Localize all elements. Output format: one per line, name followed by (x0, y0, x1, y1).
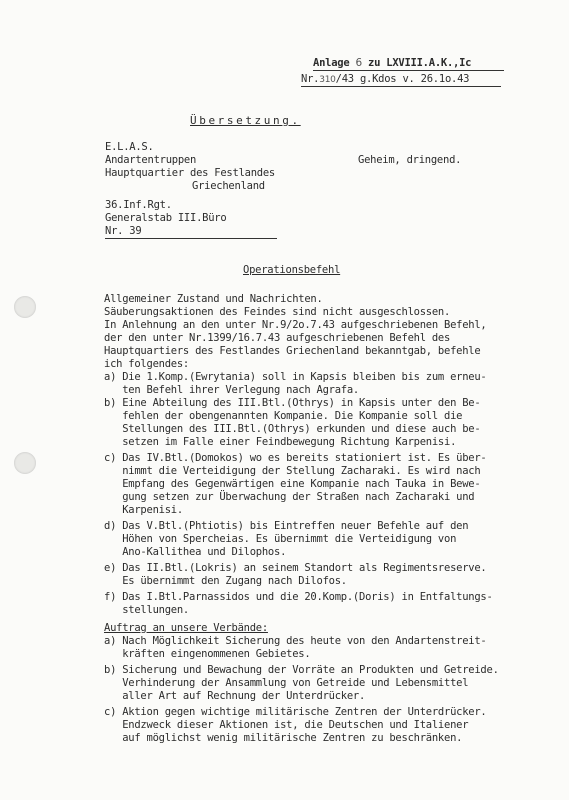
mission-line: auf möglichst wenig militärische Zentren zu beschränken. (104, 732, 463, 744)
mission-line: kräften eingenommenen Gebietes. (104, 648, 311, 660)
document-title: Übersetzung. (190, 114, 301, 127)
sender-line-2: Andartentruppen (105, 154, 197, 166)
body-line: fehlen der obengenannten Kompanie. Die Kompanie soll die (104, 410, 463, 422)
classification: Geheim, dringend. (358, 154, 462, 166)
mission-line: b) Sicherung und Bewachung der Vorräte an Produkten und Getreide. (104, 664, 499, 676)
mission-line: a) Nach Möglichkeit Sicherung des heute von den Andartenstreit- (104, 635, 487, 647)
body-line: In Anlehnung an den unter Nr.9/2o.7.43 aufgeschriebenen Befehl, (104, 319, 487, 331)
body-line: Ano-Kallithea und Dilophos. (104, 546, 287, 558)
body-line: b) Eine Abteilung des III.Btl.(Othrys) in Kapsis unter den Be- (104, 397, 481, 409)
mission-line: Verhinderung der Ansammlung von Getreide und Lebensmittel (104, 677, 469, 689)
file-number: Nr.310/43 g.Kdos v. 26.1o.43 (301, 73, 470, 85)
annex-reference: Anlage 6 zu LXVIII.A.K.,Ic (313, 57, 472, 69)
body-line: Säuberungsaktionen des Feindes sind nicht ausgeschlossen. (104, 306, 451, 318)
unit-line-3: Nr. 39 (105, 225, 142, 237)
annex-underline (313, 70, 504, 71)
body-line: setzen im Falle einer Feindbewegung Richtung Karpenisi. (104, 436, 457, 448)
body-line: Empfang des Gegenwärtigen eine Kompanie nach Tauka in Bewe- (104, 478, 481, 490)
mission-line: aller Art auf Rechnung der Unterdrücker. (104, 690, 366, 702)
body-line: Es übernimmt den Zugang nach Dilofos. (104, 575, 347, 587)
sender-line-3: Hauptquartier des Festlandes (105, 167, 276, 179)
unit-line-2: Generalstab III.Büro (105, 212, 227, 224)
body-line: stellungen. (104, 604, 190, 616)
unit-line-1: 36.Inf.Rgt. (105, 199, 172, 211)
body-line: e) Das II.Btl.(Lokris) an seinem Standort als Regimentsreserve. (104, 562, 487, 574)
body-line: Allgemeiner Zustand und Nachrichten. (104, 293, 323, 305)
body-line: c) Das IV.Btl.(Domokos) wo es bereits stationiert ist. Es über- (104, 452, 487, 464)
body-line: f) Das I.Btl.Parnassidos und die 20.Komp.(Doris) in Entfaltungs- (104, 591, 493, 603)
file-number-underline (301, 86, 501, 87)
body-line: Stellungen des III.Btl.(Othrys) erkunden und diese auch be- (104, 423, 481, 435)
sender-line-1: E.L.A.S. (105, 141, 154, 153)
body-line: Karpenisi. (104, 504, 183, 516)
unit-underline (105, 238, 277, 239)
body-line: der den unter Nr.1399/16.7.43 aufgeschriebenen Befehl des (104, 332, 451, 344)
body-line: Höhen von Spercheias. Es übernimmt die Verteidigung von (104, 533, 457, 545)
punch-hole-top (14, 296, 36, 318)
mission-line: c) Aktion gegen wichtige militärische Zentren der Unterdrücker. (104, 706, 487, 718)
body-line: a) Die 1.Komp.(Ewrytania) soll in Kapsis bleiben bis zum erneu- (104, 371, 487, 383)
sender-line-4: Griechenland (192, 180, 265, 192)
mission-heading: Auftrag an unsere Verbände: (104, 622, 268, 634)
punch-hole-bottom (14, 452, 36, 474)
order-heading: Operationsbefehl (243, 264, 341, 276)
body-line: nimmt die Verteidigung der Stellung Zacharaki. Es wird nach (104, 465, 481, 477)
body-line: gung setzen zur Überwachung der Straßen nach Zacharaki und (104, 491, 475, 503)
body-line: ich folgendes: (104, 358, 190, 370)
body-line: Hauptquartiers des Festlandes Griechenland bekanntgab, befehle (104, 345, 481, 357)
mission-line: Endzweck dieser Aktionen ist, die Deutschen und Italiener (104, 719, 469, 731)
body-line: ten Befehl ihrer Verlegung nach Agrafa. (104, 384, 360, 396)
body-line: d) Das V.Btl.(Phtiotis) bis Eintreffen neuer Befehle auf den (104, 520, 469, 532)
